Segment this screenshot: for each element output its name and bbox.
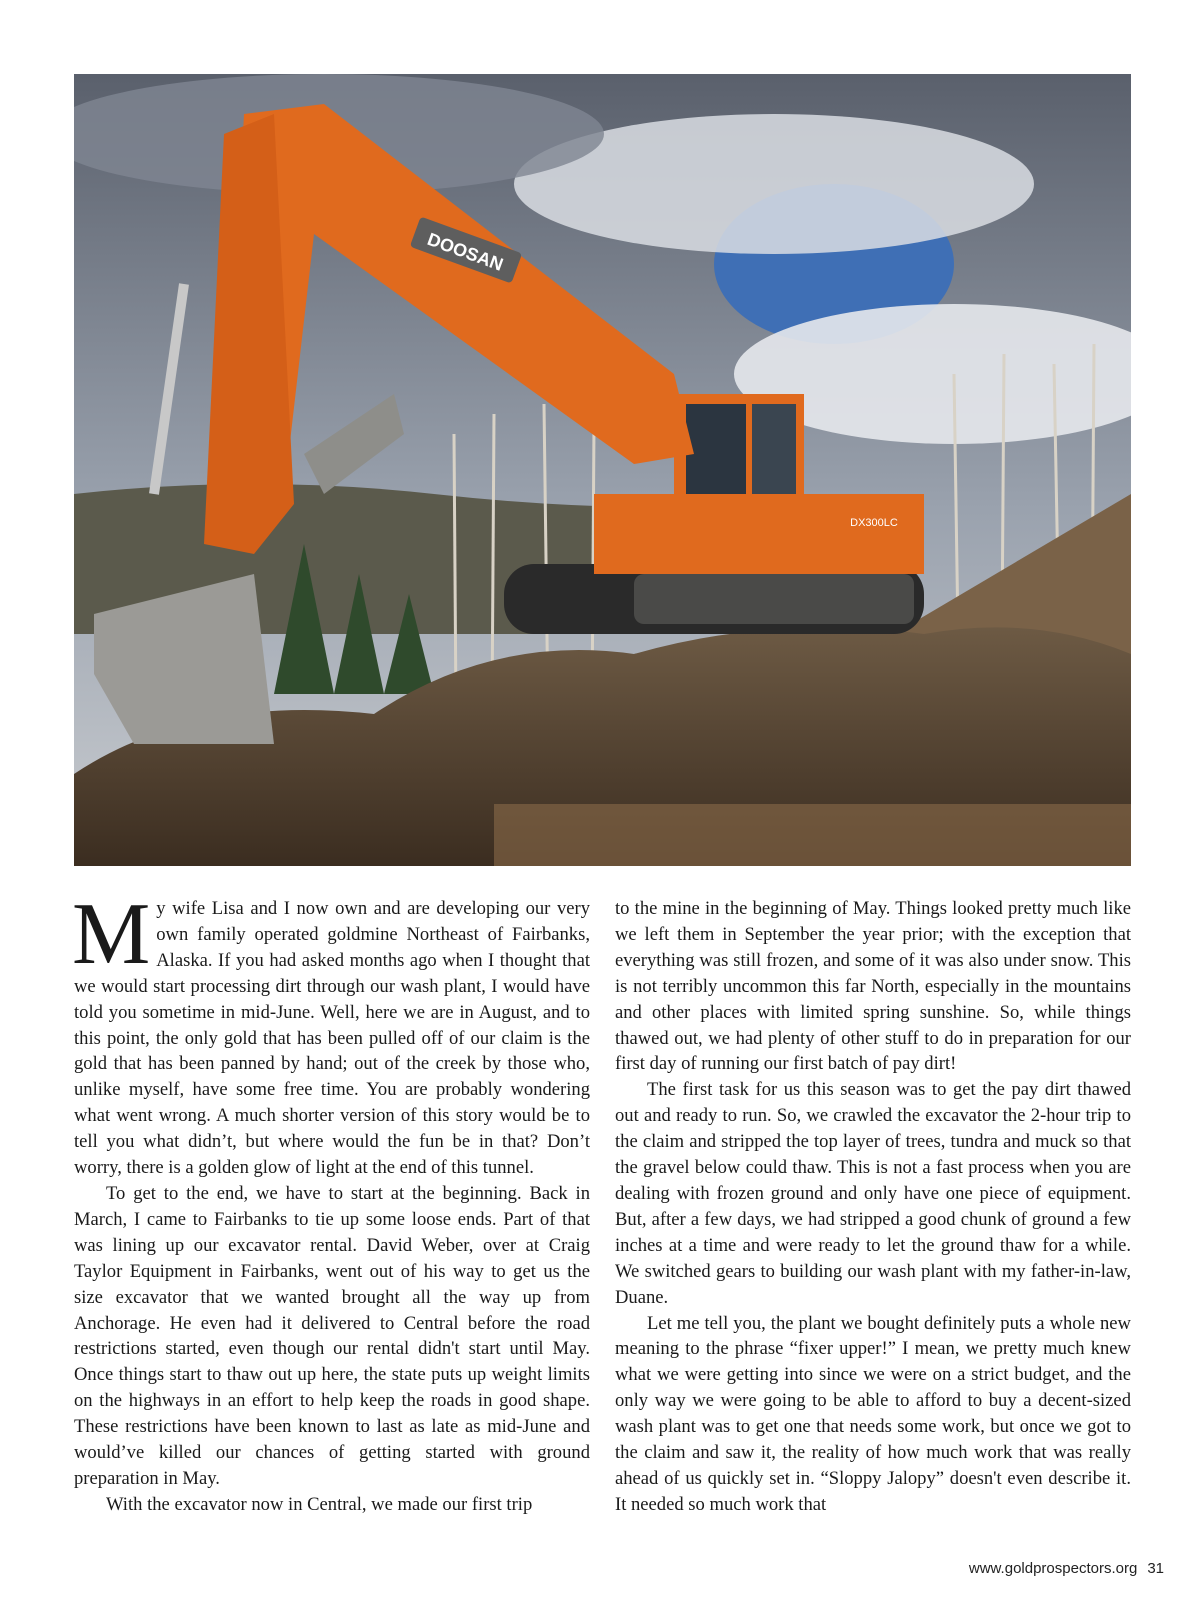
left-column: [72, 886, 590, 1518]
page-number: 31: [1147, 1560, 1164, 1577]
paragraph: The first task for us this season was to get the pay dirt thawed out and ready to run. So, we crawled the excavator the 2-hour trip to the claim and stripped the top layer of trees, tundra and muck so that the gravel below could thaw. This is not a fast process when you are dealing with frozen ground and only have one piece of equipment. But, after a few days, we had stripped a good chunk of ground a few inches at a time and were ready to let the ground thaw for a while. We switched gears to building our wash plant with my father-in-law, Duane.: [615, 1079, 1131, 1308]
paragraph: to the mine in the beginning of May. Things looked pretty much like we left them in September the year prior; with the exception that everything was still frozen, and some of it was also under snow. This is not terribly uncommon this far North, especially in the mountains and other places with limited spring sunshine. So, while things thawed out, we had plenty of other stuff to do in preparation for our first day of running our first batch of pay dirt!: [615, 898, 1131, 1075]
excavator-photo: [74, 74, 1131, 866]
paragraph-text: y wife Lisa and I now own and are developing our very own family operated goldmine Northeast of Fairbanks, Alaska. If you had asked months ago when I thought that we would start processing dirt through our wash plant, I would have told you sometime in mid-June. Well, here we are in August, and to this point, the only gold that has been pulled off of our claim is the gold that has been panned by hand; out of the creek by those who, unlike myself, have some free time. You are probably wondering what went wrong. A much shorter version of this story would be to tell you what didn’t, but where would the fun be in that? Don’t worry, there is a golden glow of light at the end of this tunnel.: [74, 898, 590, 1179]
paragraph: To get to the end, we have to start at the beginning. Back in March, I came to Fairbanks to tie up some loose ends. Part of that was lining up our excavator rental. David Weber, over at Craig Taylor Equipment in Fairbanks, went out of his way to get us the size excavator that we wanted brought all the way up from Anchorage. He even had it delivered to Central before the road restrictions started, even though our rental didn't start until May. Once things start to thaw out up here, the state puts up weight limits on the highways in an effort to help keep the roads in good shape. These restrictions have been known to last as late as mid-June and would’ve killed our chances of getting started with ground preparation in May.: [74, 1182, 590, 1489]
website-url: www.goldprospectors.org: [968, 1560, 1138, 1577]
right-column: [615, 896, 1131, 1518]
muddy-water: [494, 804, 1131, 866]
excavator-photo-illustration: [74, 74, 1131, 866]
cab-window: [752, 404, 796, 494]
paragraph: [72, 886, 590, 1181]
cab-window: [686, 404, 746, 494]
doosan-label: DOOSAN: [424, 228, 506, 275]
model-badge: DX300LC: [850, 517, 898, 529]
paragraph: Let me tell you, the plant we bought definitely puts a whole new meaning to the phrase “fixer upper!” I mean, we pretty much knew what we were getting into since we were on a strict budget, and the only way we were going to be able to afford to buy a decent-sized wash plant was to get one that needs some work, but once we got to the claim and saw it, the reality of how much work that was really ahead of us quickly set in. “Sloppy Jalopy” doesn't even describe it. It needed so much work that: [615, 1312, 1131, 1515]
drop-cap: M: [72, 886, 151, 983]
article-body: [72, 886, 1131, 1546]
page-footer: [969, 1560, 1164, 1577]
track-frame: [634, 574, 914, 624]
paragraph: With the excavator now in Central, we made our first trip: [106, 1493, 533, 1515]
